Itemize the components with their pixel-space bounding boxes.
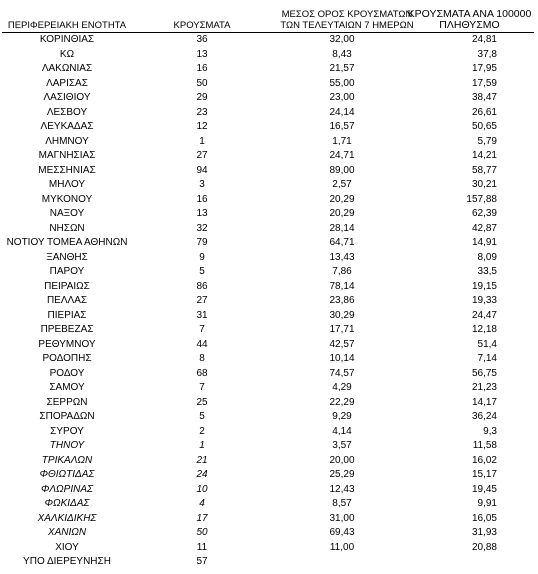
cases-cell: 5 xyxy=(199,411,205,422)
table-row xyxy=(2,265,534,280)
table-row xyxy=(2,323,534,338)
per100k-cell: 8,09 xyxy=(477,251,497,263)
per100k-cell: 9,3 xyxy=(483,425,497,437)
table-row xyxy=(2,367,534,382)
table-row xyxy=(2,512,534,527)
per100k-cell: 19,45 xyxy=(471,483,497,495)
region-cell: ΛΑΣΙΘΙΟΥ xyxy=(43,92,91,103)
table-row xyxy=(2,294,534,309)
table-row xyxy=(2,497,534,512)
cases-cell: 79 xyxy=(196,237,208,248)
table-row xyxy=(2,222,534,237)
table-row xyxy=(2,439,534,454)
region-cell: ΜΕΣΣΗΝΙΑΣ xyxy=(38,164,96,176)
avg7-cell: 23,86 xyxy=(329,295,355,306)
per100k-cell: 14,21 xyxy=(471,150,497,161)
cases-cell: 11 xyxy=(196,541,208,553)
table-row xyxy=(2,77,534,92)
avg7-cell: 12,43 xyxy=(329,483,355,495)
avg7-cell: 20,29 xyxy=(329,208,355,219)
avg7-cell: 9,29 xyxy=(332,411,352,422)
table-row xyxy=(2,164,534,179)
cases-cell: 7 xyxy=(199,382,205,393)
region-cell: ΚΩ xyxy=(59,48,75,60)
avg7-cell: 3,57 xyxy=(332,440,352,451)
header-7day-average-line2: ΤΩΝ ΤΕΛΕΥΤΑΙΩΝ 7 ΗΜΕΡΩΝ xyxy=(280,20,414,31)
table-row xyxy=(2,483,534,498)
region-cell: ΠΡΕΒΕΖΑΣ xyxy=(40,324,94,335)
cases-cell: 9 xyxy=(199,251,205,263)
region-cell: ΝΗΣΩΝ xyxy=(49,222,85,234)
per100k-cell: 37,8 xyxy=(477,48,497,60)
avg7-cell: 23,00 xyxy=(329,92,355,103)
per100k-cell: 7,14 xyxy=(477,353,497,364)
cases-cell: 27 xyxy=(196,150,208,161)
table-row xyxy=(2,396,534,411)
cases-cell: 29 xyxy=(196,92,208,103)
table-row xyxy=(2,280,534,295)
avg7-cell: 22,29 xyxy=(329,396,355,408)
per100k-cell: 12,18 xyxy=(471,324,497,335)
table-row xyxy=(2,410,534,425)
cases-cell: 7 xyxy=(199,324,205,335)
avg7-cell: 32,00 xyxy=(329,34,355,45)
table-row xyxy=(2,149,534,164)
per100k-cell: 16,05 xyxy=(471,512,497,524)
per100k-cell: 58,77 xyxy=(471,164,497,176)
per100k-cell: 56,75 xyxy=(471,367,497,379)
region-cell: ΛΕΣΒΟΥ xyxy=(46,106,88,118)
region-cell: ΤΗΝΟΥ xyxy=(49,440,85,451)
region-cell: ΣΥΡΟΥ xyxy=(50,425,84,437)
table-row xyxy=(2,193,534,208)
cases-cell: 10 xyxy=(196,483,208,495)
table-row xyxy=(2,106,534,121)
avg7-cell: 78,14 xyxy=(329,280,355,292)
region-cell: ΧΑΝΙΩΝ xyxy=(47,527,87,538)
table-row xyxy=(2,555,534,570)
cases-cell: 8 xyxy=(199,353,205,364)
per100k-cell: 51,4 xyxy=(477,338,497,350)
avg7-cell: 25,29 xyxy=(329,469,355,480)
region-cell: ΠΑΡΟΥ xyxy=(49,266,85,277)
avg7-cell: 42,57 xyxy=(329,338,355,350)
per100k-cell: 14,17 xyxy=(471,396,497,408)
avg7-cell: 17,71 xyxy=(329,324,355,335)
avg7-cell: 74,57 xyxy=(329,367,355,379)
cases-cell: 68 xyxy=(196,367,208,379)
cases-cell: 86 xyxy=(196,280,208,292)
cases-cell: 16 xyxy=(196,193,208,205)
per100k-cell: 33,5 xyxy=(477,266,497,277)
cases-cell: 44 xyxy=(196,338,208,350)
per100k-cell: 36,24 xyxy=(471,411,497,422)
cases-cell: 31 xyxy=(196,309,208,321)
avg7-cell: 4,14 xyxy=(332,425,352,437)
per100k-cell: 5,79 xyxy=(477,135,497,147)
per100k-cell: 21,23 xyxy=(471,382,497,393)
region-cell: ΛΑΡΙΣΑΣ xyxy=(46,77,88,89)
avg7-cell: 20,00 xyxy=(329,454,355,466)
avg7-cell: 7,86 xyxy=(332,266,352,277)
table-body xyxy=(2,33,534,570)
avg7-cell: 28,14 xyxy=(329,222,355,234)
table-row xyxy=(2,207,534,222)
cases-cell: 57 xyxy=(196,556,208,567)
cases-table xyxy=(2,6,534,570)
region-cell: ΝΑΞΟΥ xyxy=(49,208,85,219)
avg7-cell: 10,14 xyxy=(329,353,355,364)
per100k-cell: 31,93 xyxy=(471,527,497,538)
cases-cell: 3 xyxy=(199,179,205,190)
per100k-cell: 20,88 xyxy=(471,541,497,553)
region-cell: ΜΗΛΟΥ xyxy=(48,179,86,190)
avg7-cell: 4,29 xyxy=(332,382,352,393)
region-cell: ΦΛΩΡΙΝΑΣ xyxy=(41,483,93,495)
region-cell: ΡΕΘΥΜΝΟΥ xyxy=(38,338,96,350)
avg7-cell: 1,71 xyxy=(332,135,352,147)
avg7-cell: 69,43 xyxy=(329,527,355,538)
cases-cell: 36 xyxy=(196,34,208,45)
per100k-cell: 24,47 xyxy=(471,309,497,321)
table-row xyxy=(2,425,534,440)
per100k-cell: 26,61 xyxy=(471,106,497,118)
header-region: ΠΕΡΙΦΕΡΕΙΑΚΗ ΕΝΟΤΗΤΑ xyxy=(7,20,127,31)
avg7-cell: 16,57 xyxy=(329,121,355,132)
region-cell: ΣΠΟΡΑΔΩΝ xyxy=(39,411,95,422)
region-cell: ΛΑΚΩΝΙΑΣ xyxy=(41,63,93,74)
cases-cell: 1 xyxy=(199,440,205,451)
cases-cell: 50 xyxy=(196,527,208,538)
cases-cell: 13 xyxy=(196,48,208,60)
per100k-cell: 11,58 xyxy=(472,440,497,451)
header-per-100k xyxy=(402,9,537,31)
region-cell: ΡΟΔΟΥ xyxy=(49,367,85,379)
per100k-cell: 9,91 xyxy=(477,498,497,509)
cases-cell: 16 xyxy=(196,63,208,74)
per100k-cell: 19,15 xyxy=(471,280,497,292)
region-cell: ΛΗΜΝΟΥ xyxy=(45,135,89,147)
cases-cell: 5 xyxy=(199,266,205,277)
region-cell: ΚΟΡΙΝΘΙΑΣ xyxy=(39,34,95,45)
table-row xyxy=(2,62,534,77)
per100k-cell: 16,02 xyxy=(471,454,497,466)
table-row xyxy=(2,309,534,324)
table-row xyxy=(2,120,534,135)
cases-cell: 32 xyxy=(196,222,208,234)
table-row xyxy=(2,338,534,353)
table-row xyxy=(2,251,534,266)
avg7-cell: 30,29 xyxy=(329,309,355,321)
region-cell: ΜΥΚΟΝΟΥ xyxy=(41,193,93,205)
avg7-cell: 8,57 xyxy=(332,498,352,509)
per100k-cell: 17,59 xyxy=(471,77,497,89)
avg7-cell: 55,00 xyxy=(329,77,355,89)
region-cell: ΠΙΕΡΙΑΣ xyxy=(47,309,87,321)
region-cell: ΣΑΜΟΥ xyxy=(49,382,85,393)
per100k-cell: 50,65 xyxy=(471,121,497,132)
avg7-cell: 24,71 xyxy=(329,150,355,161)
cases-cell: 25 xyxy=(196,396,208,408)
region-cell: ΤΡΙΚΑΛΩΝ xyxy=(41,454,93,466)
header-cases: ΚΡΟΥΣΜΑΤΑ xyxy=(173,20,231,31)
region-cell: ΠΕΛΛΑΣ xyxy=(46,295,88,306)
table-row xyxy=(2,352,534,367)
avg7-cell: 13,43 xyxy=(329,251,355,263)
cases-cell: 2 xyxy=(199,425,205,437)
cases-cell: 17 xyxy=(196,512,208,524)
avg7-cell: 8,43 xyxy=(332,48,352,60)
cases-cell: 13 xyxy=(196,208,208,219)
region-cell: ΞΑΝΘΗΣ xyxy=(46,251,88,263)
header-per-100k-line2: ΠΛΗΘΥΣΜΟ xyxy=(439,19,500,31)
region-cell: ΜΑΓΝΗΣΙΑΣ xyxy=(38,150,96,161)
cases-cell: 27 xyxy=(196,295,208,306)
per100k-cell: 24,81 xyxy=(471,34,497,45)
table-row xyxy=(2,526,534,541)
per100k-cell: 42,87 xyxy=(471,222,497,234)
region-cell: ΠΕΙΡΑΙΩΣ xyxy=(44,280,90,292)
cases-cell: 94 xyxy=(196,164,208,176)
avg7-cell: 24,14 xyxy=(329,106,355,118)
per100k-cell: 30,21 xyxy=(471,179,497,190)
avg7-cell: 31,00 xyxy=(329,512,355,524)
cases-cell: 24 xyxy=(196,469,208,480)
table-row xyxy=(2,48,534,63)
table-row xyxy=(2,541,534,556)
avg7-cell: 89,00 xyxy=(329,164,355,176)
table-row xyxy=(2,91,534,106)
avg7-cell: 64,71 xyxy=(329,237,355,248)
avg7-cell: 20,29 xyxy=(329,193,355,205)
avg7-cell: 21,57 xyxy=(329,63,355,74)
avg7-cell: 2,57 xyxy=(332,179,352,190)
region-cell: ΧΑΛΚΙΔΙΚΗΣ xyxy=(37,512,97,524)
per100k-cell: 15,17 xyxy=(471,469,497,480)
region-cell: ΝΟΤΙΟΥ ΤΟΜΕΑ ΑΘΗΝΩΝ xyxy=(6,237,128,248)
region-cell: ΦΘΙΩΤΙΔΑΣ xyxy=(39,469,95,480)
header-7day-average xyxy=(272,9,422,31)
per100k-cell: 14,91 xyxy=(471,237,497,248)
region-cell: ΧΙΟΥ xyxy=(55,541,79,553)
cases-cell: 23 xyxy=(196,106,208,118)
table-row xyxy=(2,468,534,483)
table-header xyxy=(2,6,534,33)
per100k-cell: 62,39 xyxy=(471,208,497,219)
per100k-cell: 38,47 xyxy=(471,92,497,103)
cases-cell: 1 xyxy=(199,135,205,147)
region-cell: ΥΠΟ ΔΙΕΡΕΥΝΗΣΗ xyxy=(23,556,111,567)
table-row xyxy=(2,135,534,150)
region-cell: ΛΕΥΚΑΔΑΣ xyxy=(40,121,94,132)
table-row xyxy=(2,381,534,396)
cases-cell: 12 xyxy=(196,121,208,132)
header-7day-average-line1: ΜΕΣΟΣ ΟΡΟΣ ΚΡΟΥΣΜΑΤΩΝ xyxy=(281,9,413,20)
avg7-cell: 11,00 xyxy=(329,541,355,553)
per100k-cell: 157,88 xyxy=(466,193,497,205)
table-row xyxy=(2,236,534,251)
cases-cell: 50 xyxy=(196,77,208,89)
per100k-cell: 17,95 xyxy=(471,63,497,74)
table-row xyxy=(2,178,534,193)
region-cell: ΡΟΔΟΠΗΣ xyxy=(42,353,92,364)
header-per-100k-line1: ΚΡΟΥΣΜΑΤΑ ΑΝΑ 100000 xyxy=(407,8,532,20)
table-row xyxy=(2,33,534,48)
table-row xyxy=(2,454,534,469)
cases-cell: 21 xyxy=(196,454,208,466)
per100k-cell: 19,33 xyxy=(471,295,497,306)
cases-cell: 4 xyxy=(199,498,205,509)
region-cell: ΣΕΡΡΩΝ xyxy=(46,396,88,408)
region-cell: ΦΩΚΙΔΑΣ xyxy=(44,498,90,509)
